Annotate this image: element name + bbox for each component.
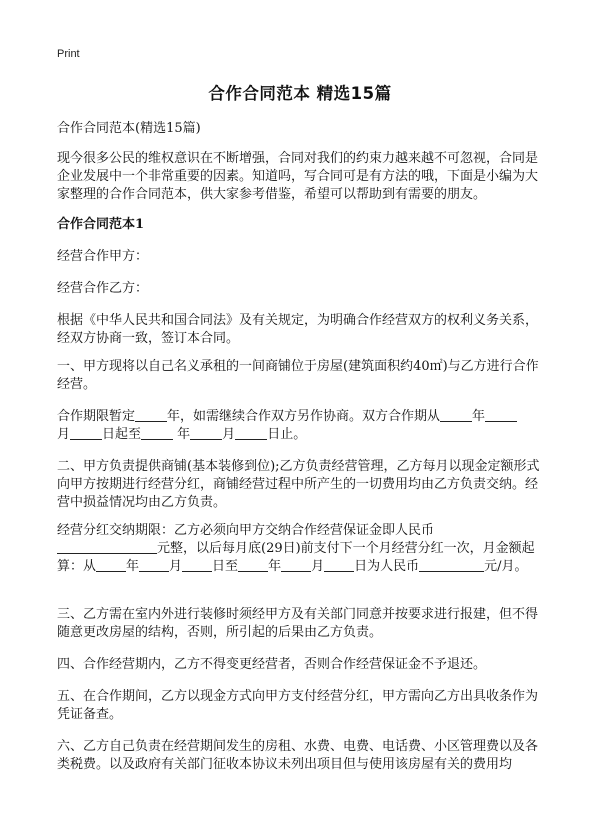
- div-text-i: 元/月。: [484, 559, 528, 574]
- div-text-c: 年: [126, 559, 140, 574]
- clause-4: 四、合作经营期内，乙方不得变更经营者，否则合作经营保证金不予退还。: [57, 657, 487, 672]
- blank-field: [440, 408, 472, 422]
- blank-field: [324, 558, 354, 572]
- blank-field: [485, 408, 517, 422]
- div-text-e: 日至: [212, 559, 239, 574]
- intro-paragraph: 现今很多公民的维权意识在不断增强，合同对我们的约束力越来越不可忽视，合同是企业发展中一个非常重要的因素。知道吗，写合同可是有方法的哦，下面是小编为大家整理的合作合同范本，供大家参考借鉴，希望可以帮助到有需要的朋友。: [57, 151, 539, 202]
- clause-1: 一、甲方现将以自己名义承租的一间商铺位于房屋(建筑面积约40㎡)与乙方进行合作经营。: [57, 359, 539, 392]
- term-paragraph: [57, 408, 545, 444]
- dividend-paragraph: [57, 522, 545, 576]
- term-text-d: 月: [57, 427, 71, 442]
- term-text-f: 年: [173, 427, 191, 442]
- blank-field: [182, 558, 212, 572]
- clause-3: 三、乙方需在室内外进行装修时须经甲方及有关部门同意并按要求进行报建，但不得随意更改房屋的结构，否则，所引起的后果由乙方负责。: [57, 607, 539, 640]
- clause-6: 六、乙方自己负责在经营期间发生的房租、水费、电费、电话费、小区管理费以及各类税费。以及政府有关部门征收本协议未列出项目但与使用该房屋有关的费用均: [57, 739, 539, 772]
- div-text-h: 日为人民币: [354, 559, 420, 574]
- div-text-g: 月: [311, 559, 325, 574]
- section-heading: 合作合同范本1: [57, 217, 145, 232]
- blank-field: [70, 426, 102, 440]
- div-text-b: 元整，以后每月底(29日)前支付下一个月经营分红一次，月金额起算：从: [57, 541, 535, 574]
- blank-field: [235, 426, 267, 440]
- div-text-a: 经营分红交纳期限：乙方必须向甲方交纳合作经营保证金即人民币: [57, 523, 435, 538]
- term-text-c: 年: [472, 409, 486, 424]
- blank-field: [281, 558, 311, 572]
- term-text-e: 日起至: [102, 427, 142, 442]
- document-title: 合作合同范本 精选15篇: [208, 84, 392, 103]
- blank-field: [139, 558, 169, 572]
- blank-field: [135, 408, 167, 422]
- basis-paragraph: 根据《中华人民共和国合同法》及有关规定，为明确合作经营双方的权利义务关系，经双方协商一致，签订本合同。: [57, 313, 539, 346]
- blank-field: [190, 426, 222, 440]
- print-label: Print: [57, 48, 80, 60]
- party-a-line: 经营合作甲方：: [57, 249, 149, 264]
- document-subtitle: 合作合同范本(精选15篇): [57, 121, 201, 136]
- clause-2: 二、甲方负责提供商铺(基本装修到位);乙方负责经营管理，乙方每月以现金定额形式向甲方按期进行经营分红，商铺经营过程中所产生的一切费用均由乙方负责交纳。经营中损益情况均由乙方负责。: [57, 459, 540, 510]
- party-b-line: 经营合作乙方：: [57, 281, 149, 296]
- term-text-a: 合作期限暂定: [57, 409, 136, 424]
- div-text-f: 年: [268, 559, 282, 574]
- term-text-h: 日止。: [267, 427, 307, 442]
- blank-field: [57, 540, 157, 554]
- blank-field: [238, 558, 268, 572]
- term-text-g: 月: [222, 427, 236, 442]
- blank-field: [419, 558, 484, 572]
- div-text-d: 月: [169, 559, 183, 574]
- blank-field: [141, 426, 173, 440]
- term-text-b: 年，如需继续合作双方另作协商。双方合作期从: [167, 409, 441, 424]
- clause-5: 五、在合作期间，乙方以现金方式向甲方支付经营分红，甲方需向乙方出具收条作为凭证备查。: [57, 689, 539, 722]
- blank-field: [96, 558, 126, 572]
